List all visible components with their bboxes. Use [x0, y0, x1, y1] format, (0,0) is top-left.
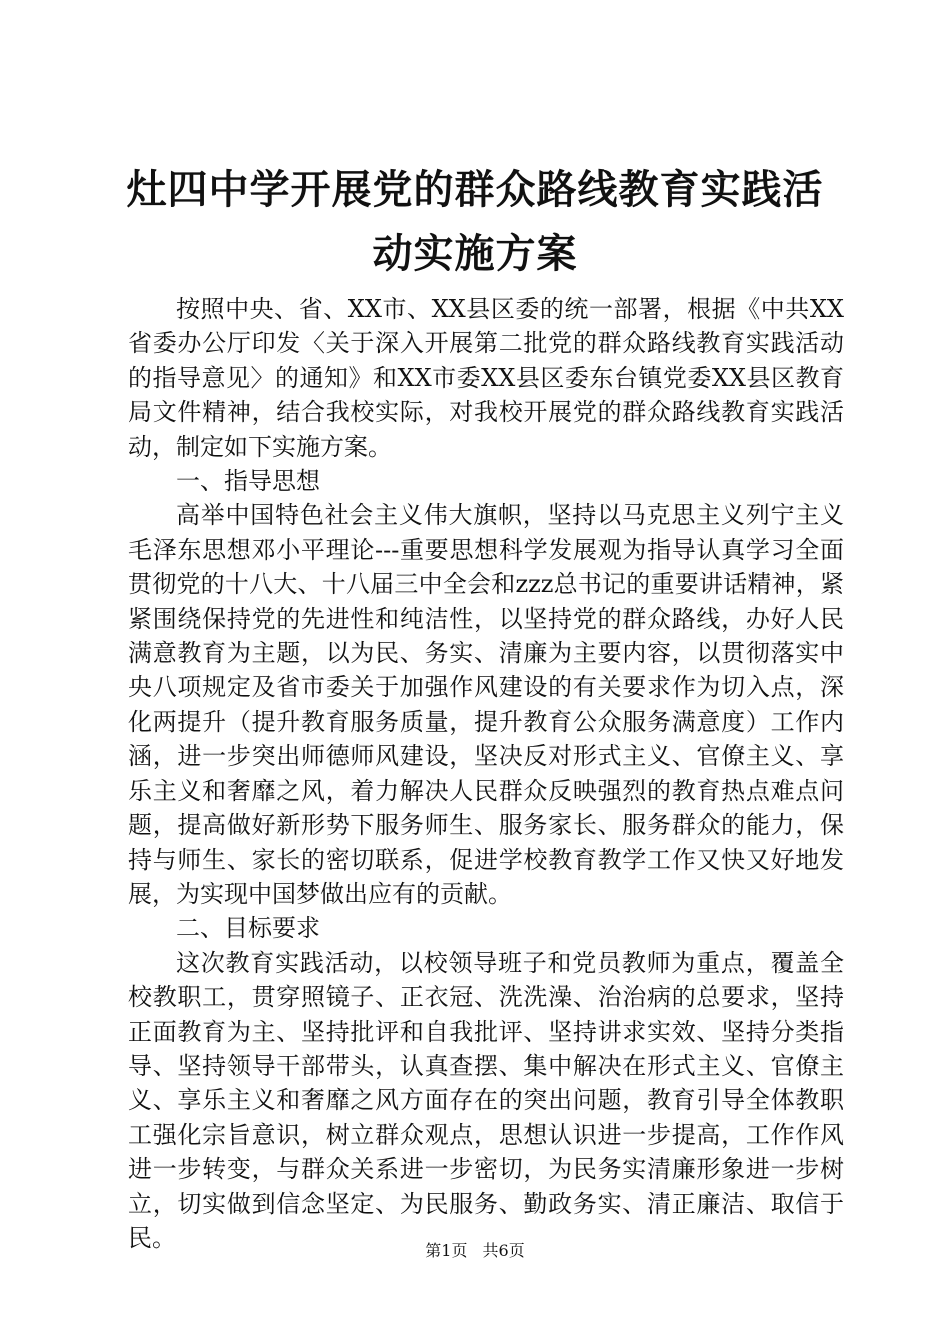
document-title: 灶四中学开展党的群众路线教育实践活动实施方案	[126, 166, 824, 277]
guiding-ideology-paragraph: 高举中国特色社会主义伟大旗帜，坚持以马克思主义列宁主义毛泽东思想邓小平理论---重要思想科学发展观为指导认真学习全面贯彻党的十八大、十八届三中全会和zzz总书记的重要讲话精神，紧紧围绕保持党的先进性和纯洁性，以坚持党的群众路线，办好人民满意教育为主题，以为民、务实、清廉为主要内容，以贯彻落实中央八项规定及省市委关于加强作风建设的有关要求作为切入点，深化两提升（提升教育服务质量，提升教育公众服务满意度）工作内涵，进一步突出师德师风建设，坚决反对形式主义、官僚主义、享乐主义和奢靡之风，着力解决人民群众反映强烈的教育热点难点问题，提高做好新形势下服务师生、服务家长、服务群众的能力，保持与师生、家长的密切联系，促进学校教育教学工作又快又好地发展，为实现中国梦做出应有的贡献。	[128, 501, 844, 908]
section-heading-guiding-ideology: 一、指导思想	[176, 467, 320, 496]
section-heading-goals: 二、目标要求	[176, 914, 320, 943]
page-total: 共6页	[482, 1241, 525, 1260]
document-body	[128, 292, 844, 1255]
intro-paragraph: 按照中央、省、XX市、XX县区委的统一部署，根据《中共XX省委办公厅印发〈关于深入开展第二批党的群众路线教育实践活动的指导意见〉的通知》和XX市委XX县区委东台镇党委XX县区教育局文件精神，结合我校实际，对我校开展党的群众路线教育实践活动，制定如下实施方案。	[128, 295, 844, 461]
page-footer	[0, 1240, 950, 1262]
page-number: 第1页	[425, 1241, 468, 1260]
goals-paragraph: 这次教育实践活动，以校领导班子和党员教师为重点，覆盖全校教职工，贯穿照镜子、正衣冠、洗洗澡、治治病的总要求，坚持正面教育为主、坚持批评和自我批评、坚持讲求实效、坚持分类指导、坚持领导干部带头，认真查摆、集中解决在形式主义、官僚主义、享乐主义和奢靡之风方面存在的突出问题，教育引导全体教职工强化宗旨意识，树立群众观点，思想认识进一步提高，工作作风进一步转变，与群众关系进一步密切，为民务实清廉形象进一步树立，切实做到信念坚定、为民服务、勤政务实、清正廉洁、取信于民。	[128, 948, 844, 1252]
